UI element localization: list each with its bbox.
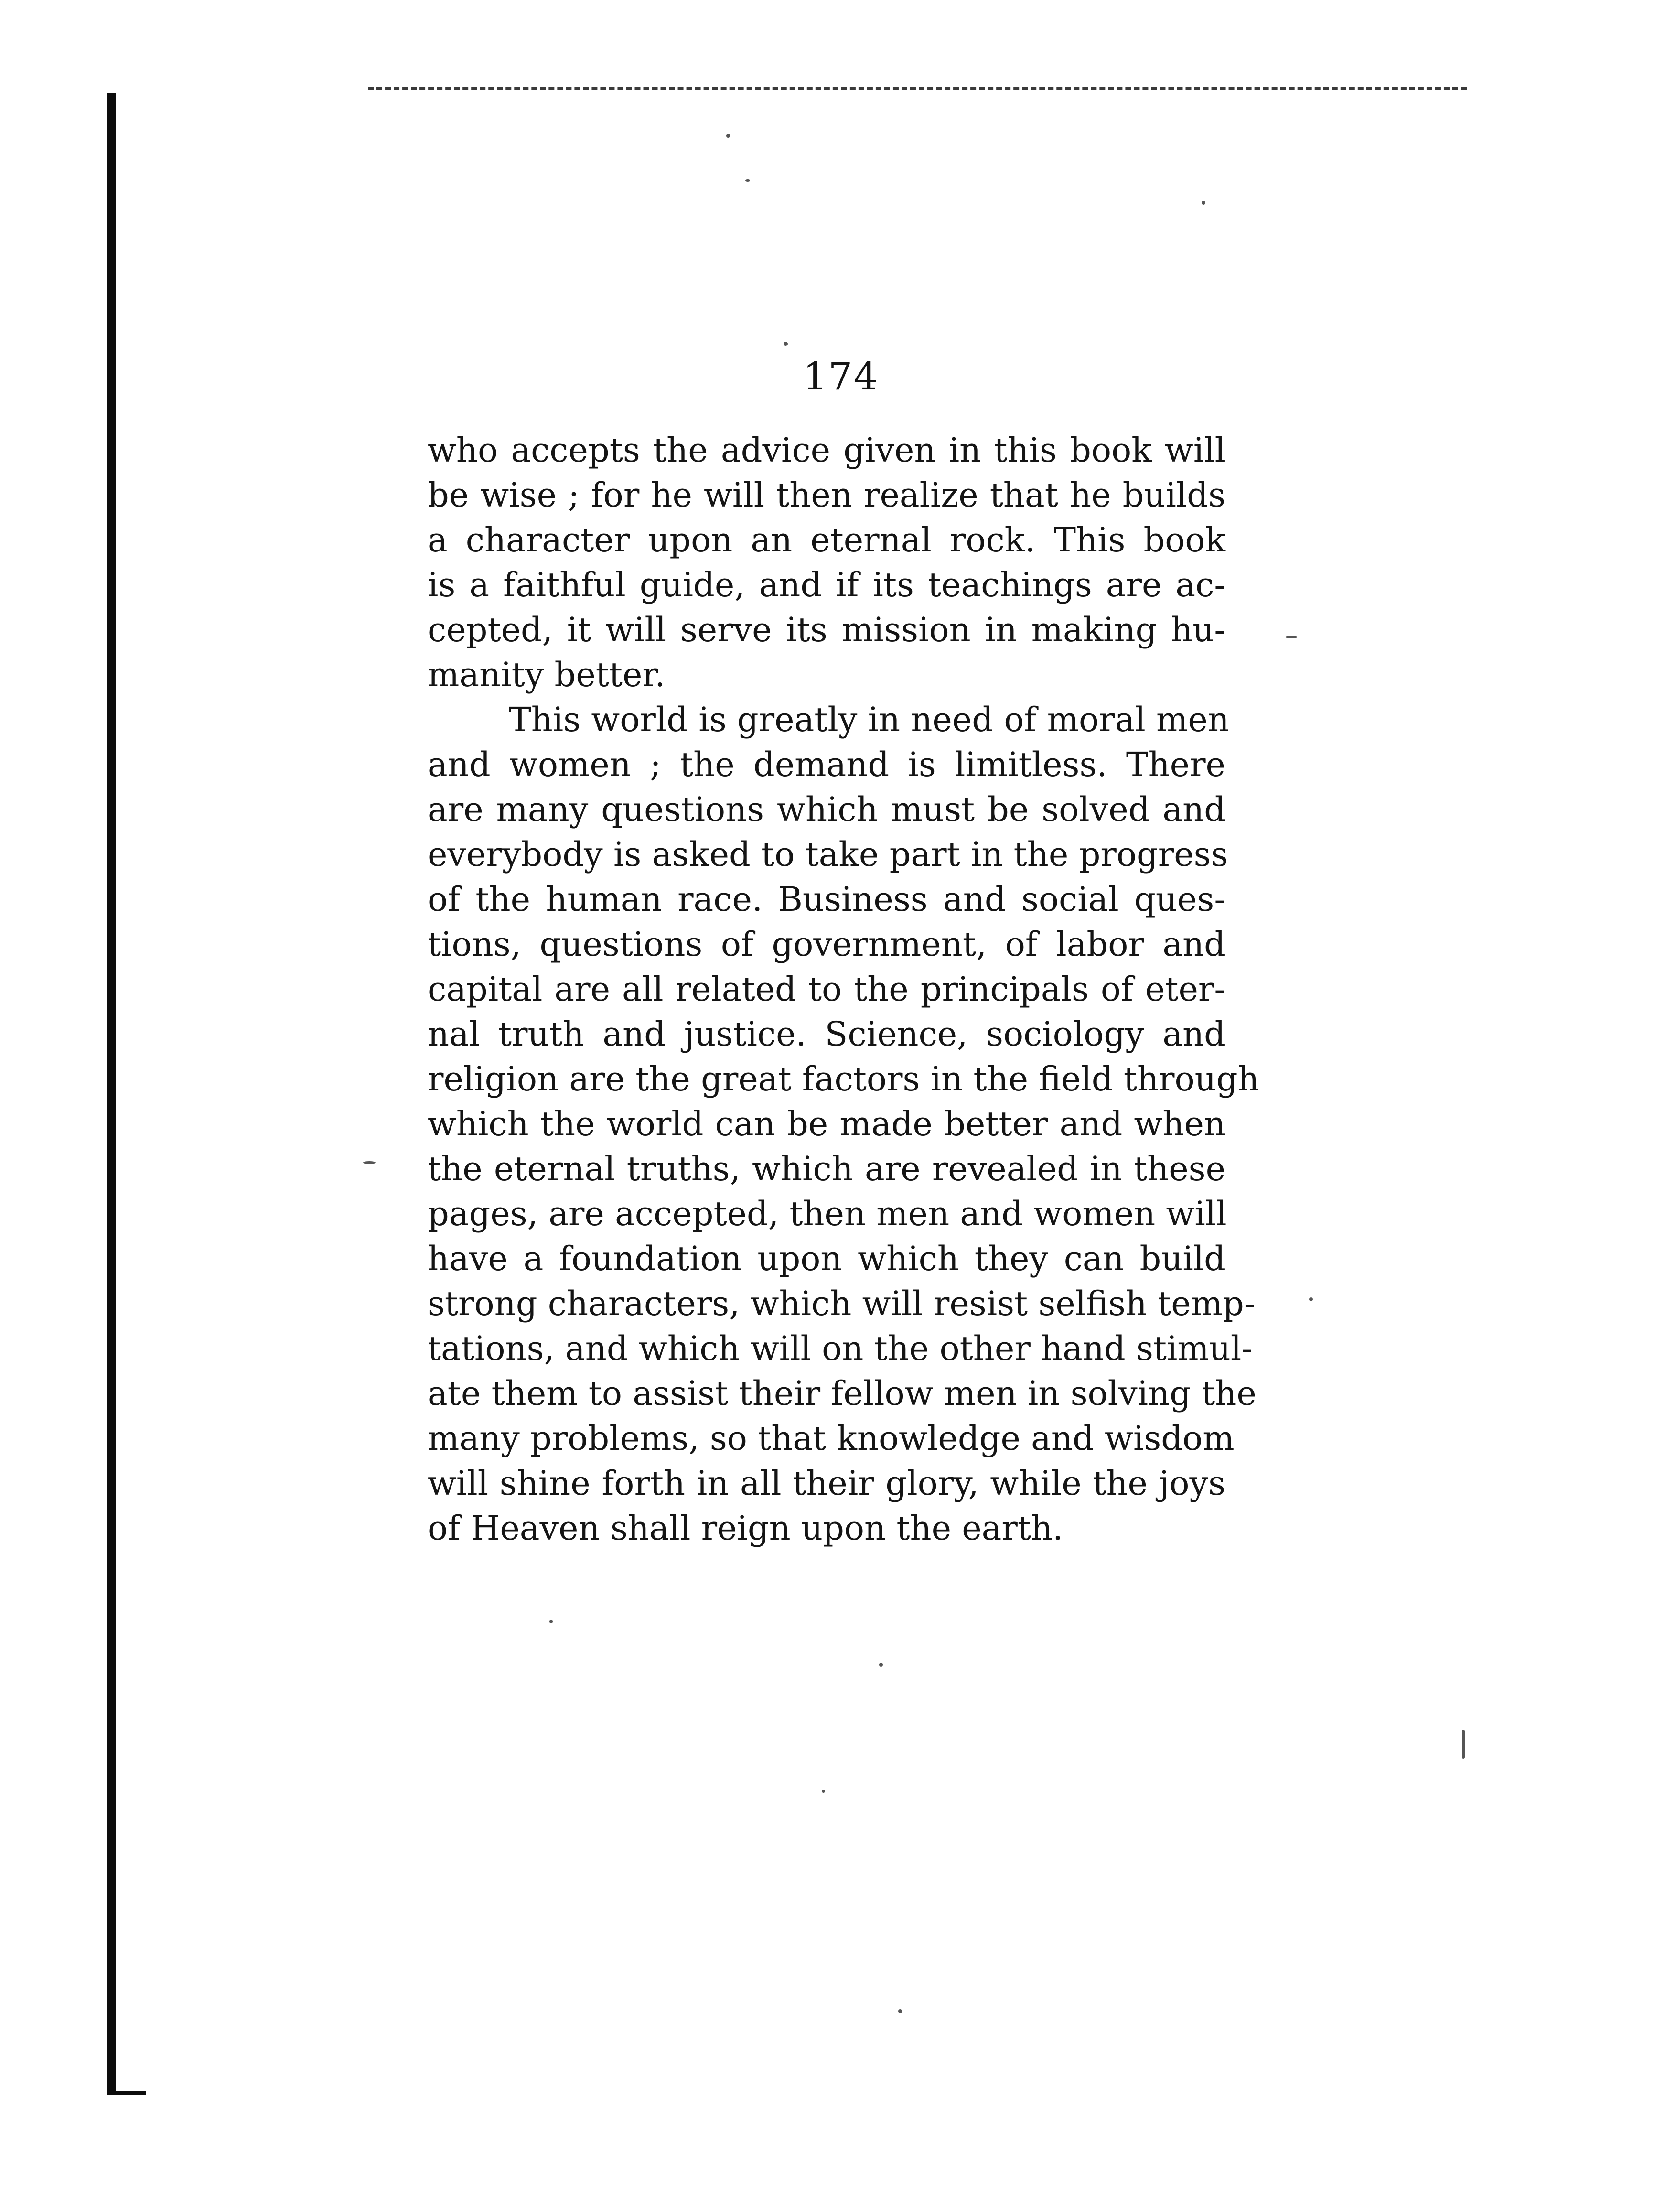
scan-speck: [726, 134, 730, 138]
scan-top-rule: [368, 87, 1467, 90]
paragraph: [428, 428, 1225, 697]
text-line: will shine forth in all their glory, while the joys: [428, 1464, 1225, 1503]
text-line: the eternal truths, which are revealed in these: [428, 1149, 1225, 1188]
text-line: many problems, so that knowledge and wisdom: [428, 1419, 1235, 1458]
text-line: be wise ; for he will then realize that he builds: [428, 475, 1225, 515]
text-line: manity better.: [428, 655, 666, 694]
scan-speck: [1202, 201, 1205, 205]
scan-speck: [822, 1790, 825, 1793]
text-line: have a foundation upon which they can build: [428, 1239, 1225, 1278]
text-line: of the human race. Business and social ques-: [428, 880, 1225, 919]
scan-speck: [363, 1161, 376, 1164]
text-line: strong characters, which will resist selfish temp-: [428, 1284, 1256, 1323]
body-text: [428, 428, 1259, 1551]
text-line: tions, questions of government, of labor and: [428, 925, 1225, 964]
scan-speck: [1285, 636, 1298, 638]
scan-speck: [879, 1663, 883, 1667]
binding-edge-foot: [107, 2091, 146, 2095]
text-line: are many questions which must be solved and: [428, 790, 1225, 829]
text-line: and women ; the demand is limitless. There: [428, 745, 1225, 784]
scan-speck: [745, 179, 750, 182]
text-line: religion are the great factors in the field through: [428, 1059, 1259, 1099]
text-line: who accepts the advice given in this book will: [428, 431, 1225, 470]
binding-edge-shadow: [107, 93, 116, 2093]
text-line: is a faithful guide, and if its teachings are ac-: [428, 565, 1225, 604]
scan-speck: [1309, 1297, 1313, 1301]
text-line: This world is greatly in need of moral men: [509, 700, 1229, 739]
text-line: capital are all related to the principals of eter-: [428, 970, 1225, 1009]
text-line: a character upon an eternal rock. This book: [428, 520, 1225, 560]
text-line: ate them to assist their fellow men in solving the: [428, 1374, 1257, 1413]
scan-speck: [898, 2009, 902, 2013]
text-line: pages, are accepted, then men and women will: [428, 1194, 1227, 1233]
text-line: which the world can be made better and when: [428, 1104, 1225, 1144]
text-line: of Heaven shall reign upon the earth.: [428, 1509, 1063, 1548]
page-number: 174: [803, 354, 879, 399]
scan-speck: [784, 342, 788, 346]
text-line: cepted, it will serve its mission in making hu-: [428, 610, 1225, 649]
text-line: tations, and which will on the other hand stimul-: [428, 1329, 1253, 1368]
paragraph: [428, 697, 1259, 1551]
scan-speck: [1462, 1730, 1465, 1759]
text-line: everybody is asked to take part in the progress: [428, 835, 1228, 874]
scan-speck: [549, 1620, 553, 1623]
text-line: nal truth and justice. Science, sociology and: [428, 1014, 1225, 1054]
